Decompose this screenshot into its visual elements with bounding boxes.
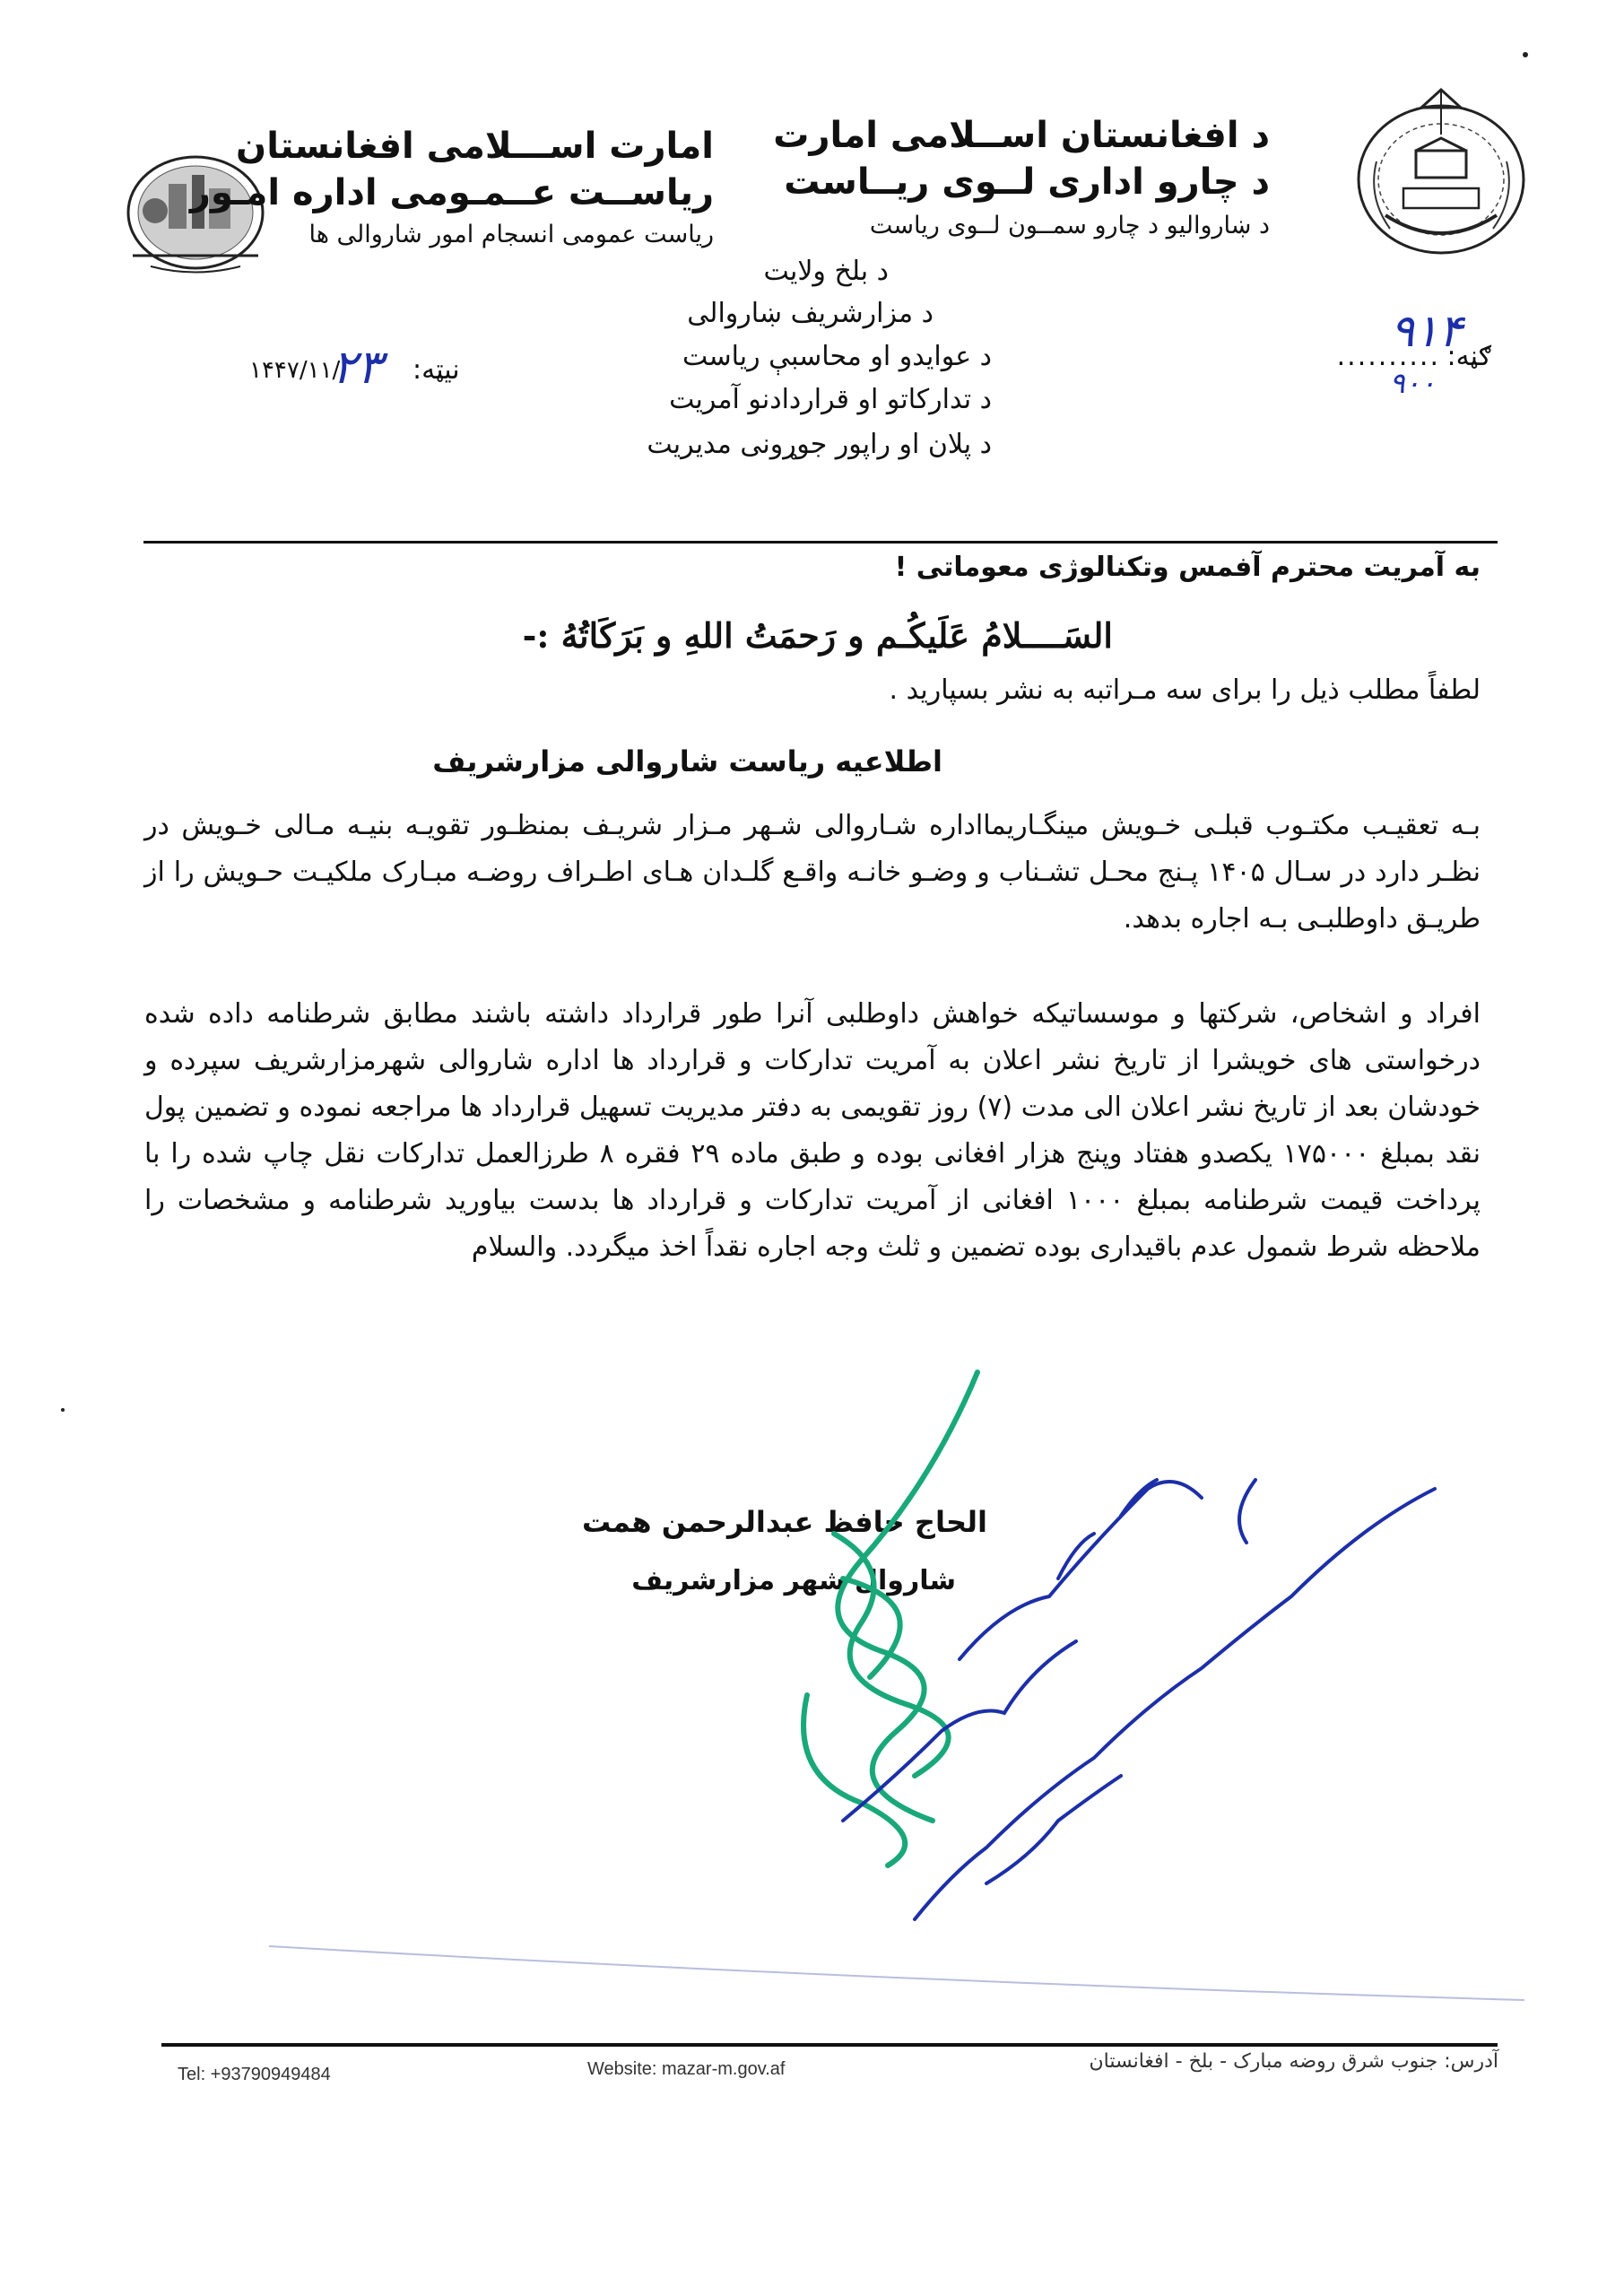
recipient-line: به آمریت محترم آفمس وتکنالوژی معوماتی ! xyxy=(894,552,1481,583)
date-label: نیټه: xyxy=(413,354,460,386)
number-handwritten: ۹۱۴ xyxy=(1390,305,1463,357)
addressee-line: د بلخ ولایت xyxy=(763,256,889,287)
date-value: ۱۴۴۷/۱۱/ xyxy=(249,357,341,384)
pashto-header-line1: د افغانستان اســلامی امارت xyxy=(773,115,1270,156)
addressee-line: د عوایدو او محاسبې ریاست xyxy=(682,341,992,372)
footer-phone: Tel: +93790949484 xyxy=(178,2065,331,2084)
number-label: ګڼه: xyxy=(1446,341,1491,372)
notice-title: اطلاعیه ریاست شاروالی مزارشریف xyxy=(432,744,942,778)
signer-title: شاروال شهر مزارشریف xyxy=(631,1565,956,1596)
signer-name: الحاج حافظ عبدالرحمن همت xyxy=(582,1505,987,1539)
footer-website[interactable]: Website: mazar-m.gov.af xyxy=(587,2059,786,2079)
faint-pen-stroke xyxy=(269,1937,1524,2009)
scan-speck xyxy=(61,1408,65,1412)
handwritten-annotation xyxy=(825,1435,1453,1937)
pashto-header-line2: د چارو اداری لــوی ریــاست xyxy=(784,161,1270,203)
addressee-line: د پلان او راپور جوړونی مدیریت xyxy=(647,429,992,460)
body-paragraph-2: افراد و اشخاص، شرکتها و موسساتیکه خواهش داوطلبی آنرا طور قرارداد داشته باشند مطابق شرطنامه داده شده درخواستی های خویشرا از تاریخ نشر اعلان به آمریت تدارکات و قرارداد ها اداره شاروالی شهرمزارشریف سپرده و خودشان بعد از تاریخ نشر اعلان الی مدت (۷) روز تقویمی به دفتر مدیریت تسهیل قرارداد ها مراجعه نموده و تضمین پول نقد بمبلغ ۱۷۵۰۰۰ یکصدو هفتاد وپنج هزار افغانی بوده و طبق ماده ۲۹ فقره ۸ طرزالعمل تدارکات نقل چاپ شده را با پرداخت قیمت شرطنامه بمبلغ ۱۰۰۰ افغانی از آمریت تدارکات و قرارداد ها بدست بیاورید شرطنامه و مشخصات را ملاحظه شرط شمول عدم باقیداری بوده تضمین و ثلث وجه اجاره نقداً اخذ میگردد. والسلام xyxy=(144,998,1481,1263)
footer-divider xyxy=(161,2043,1498,2047)
municipality-logo-icon xyxy=(115,148,276,283)
date-handwritten: ۲۳ xyxy=(332,341,382,395)
greeting-line: السَــــلامُ عَلَیکُـم و رَحمَتُ اللهِ و بَرَکَاتُهُ :- xyxy=(522,615,1113,656)
footer-address: آدرس: جنوب شرق روضه مبارک - بلخ - افغانستان xyxy=(1089,2050,1498,2073)
number-dots: .......... xyxy=(1336,341,1440,372)
addressee-line: د تدارکاتو او قراردادنو آمریت xyxy=(669,384,992,415)
dari-header-line3: ریاست عمومی انسجام امور شاروالی ها xyxy=(308,221,714,248)
number-handwritten-secondary: ۹۰۰ xyxy=(1389,366,1436,400)
pashto-header-line3: د ښاروالیو د چارو سمــون لــوی ریاست xyxy=(869,212,1270,239)
dari-header-line2: ریاســت عــمـومی اداره امـور xyxy=(189,172,714,213)
emirate-emblem-icon xyxy=(1350,81,1533,260)
scan-speck xyxy=(1523,52,1528,57)
body-paragraph-1: بـه تعقیـب مکتـوب قبلـی خـویش مینگـاریمااداره شـاروالی شـهر مـزار شریـف بمنظـور تقویـه بنیـه مـالی خـویش در نظـر دارد در سـال ۱۴۰۵ پـنج محـل تشـناب و وضـو خانـه واقـع گلـدان هـای اطـراف روضـه مبـارک ملکیـت حـویش را از طریـق داوطلبـی بـه اجاره بدهد. xyxy=(144,810,1481,935)
addressee-line: د مزارشریف ښاروالی xyxy=(687,298,934,329)
header-divider xyxy=(143,541,1498,544)
request-line: لطفاً مطلب ذیل را برای سه مـراتبه به نشر بسپارید . xyxy=(889,674,1481,706)
dari-header-line1: امارت اســـلامی افغانستان xyxy=(236,126,714,167)
